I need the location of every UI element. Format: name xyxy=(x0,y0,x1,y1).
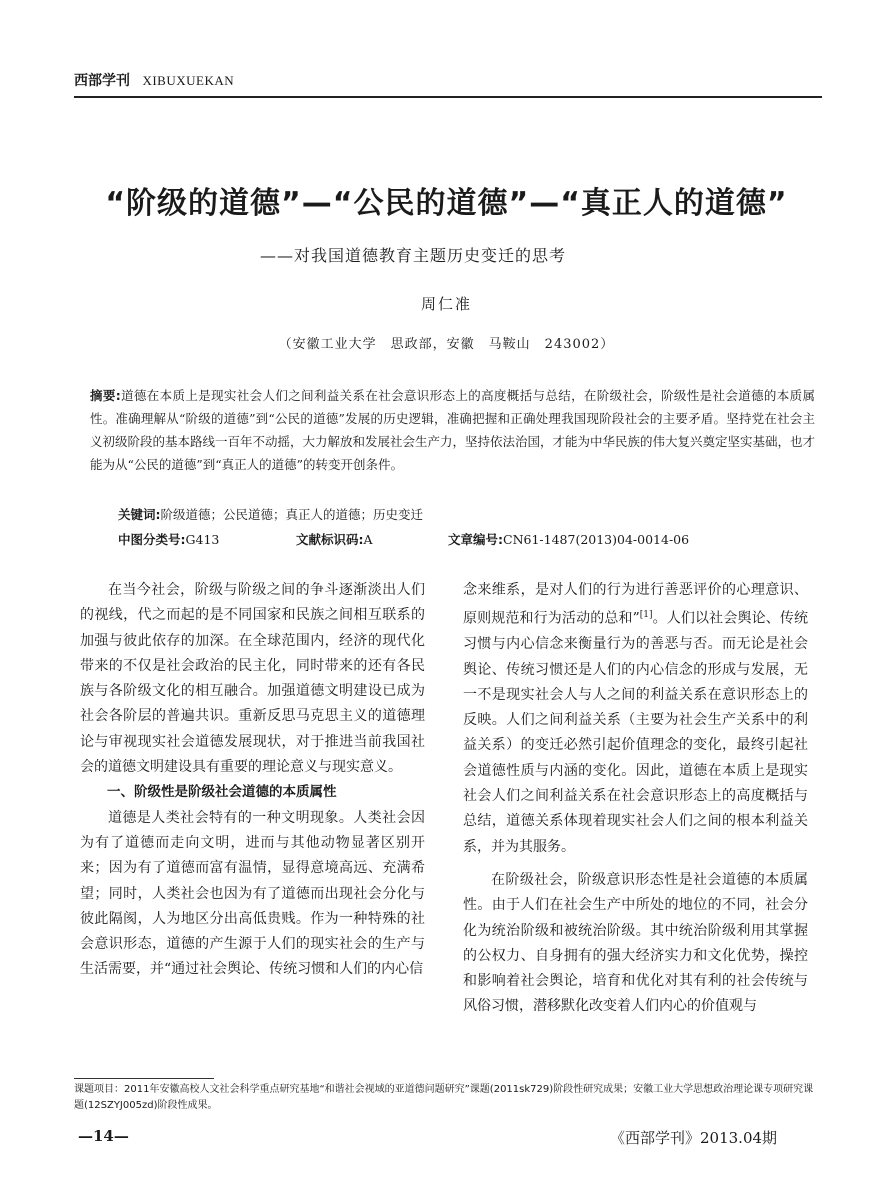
body-paragraph: 在当今社会，阶级与阶级之间的争斗逐渐淡出人们的视线，代之而起的是不同国家和民族之间相互联系的加强与彼此依存的加深。在全球范围内，经济的现代化带来的不仅是社会政治的民主化，同时带来的还有各民族与各阶级文化的相互融合。加强道德文明建设已成为社会各阶层的普遍共识。重新反思马克思主义的道德理论与审视现实社会道德发展现状，对于推进当前我国社会的道德文明建设具有重要的理论意义与现实意义。 xyxy=(80,582,425,776)
journal-name: 西部学刊 xyxy=(74,73,130,89)
keywords-text: 阶级道德；公民道德；真正人的道德；历史变迁 xyxy=(160,507,424,522)
issue-info: 《西部学刊》2013.04期 xyxy=(610,1129,778,1147)
body-paragraph: 在阶级社会，阶级意识形态性是社会道德的本质属性。由于人们在社会生产中所处的地位的不同，社会分化为统治阶级和被统治阶级。其中统治阶级利用其掌握的公权力、自身拥有的强大经济实力和文化优势，操控和影响着社会舆论，培育和优化对其有利的社会传统与风俗习惯，潜移默化改变着人们内心的价值观与 xyxy=(463,871,808,1015)
journal-latin-name: XIBUXUEKAN xyxy=(142,73,235,88)
document-code xyxy=(296,530,373,548)
clc-label: 中图分类号: xyxy=(118,532,186,547)
abstract xyxy=(90,384,815,476)
body-text: 。人们以社会舆论、传统习惯与内心信念来衡量行为的善恶与否。而无论是社会舆论、传统习惯还是人们的内心信念的形成与发展，无一不是现实社会人与人之间的利益关系在意识形态上的反映。人们之间利益关系（主要为社会生产关系中的利益关系）的变迁必然引起价值理念的变化，最终引起社会道德性质与内涵的变化。因此，道德在本质上是现实社会人们之间利益关系在社会意识形态上的高度概括与总结，道德关系体现着现实社会人们之间的根本利益关系，并为其服务。 xyxy=(463,610,808,855)
clc-value: G413 xyxy=(185,532,220,547)
body-text: 念来维系，是对人们的行为进行善恶评价的心理意识、原则规范和行为活动的总和” xyxy=(463,582,808,627)
body-paragraph: 道德是人类社会特有的一种文明现象。人类社会因为有了道德而走向文明，进而与其他动物显著区别开来；因为有了道德而富有温情，显得意境高远、充满希望；同时，人类社会也因为有了道德而出现社会分化与彼此隔阂，人为地区分出高低贵贱。作为一种特殊的社会意识形态，道德的产生源于人们的现实社会的生产与生活需要，并“通过社会舆论、传统习惯和人们的内心信 xyxy=(80,809,425,978)
author-name: 周仁准 xyxy=(420,295,472,313)
abstract-text: 道德在本质上是现实社会人们之间利益关系在社会意识形态上的高度概括与总结，在阶级社会，阶级性是社会道德的本质属性。准确理解从“阶级的道德”到“公民的道德”发展的历史逻辑，准确把握和正确处理我国现阶段社会的主要矛盾。坚持党在社会主义初级阶段的基本路线一百年不动摇，大力解放和发展社会生产力，坚持依法治国，才能为中华民族的伟大复兴奠定坚实基础，也才能为从“公民的道德”到“真正人的道德”的转变开创条件。 xyxy=(90,388,816,472)
author-affiliation: （安徽工业大学 思政部，安徽 马鞍山 243002） xyxy=(278,337,615,352)
article-number-value: CN61-1487(2013)04-0014-06 xyxy=(503,532,690,547)
funding-footnote: 课题项目：2011年安徽高校人文社会科学重点研究基地“和谐社会视域的亚道德问题研究”课题(2011sk729)阶段性研究成果；安徽工业大学思想政治理论课专项研究课题(12SZYJ005zd)阶段性成果。 xyxy=(74,1084,814,1111)
keywords xyxy=(118,505,818,523)
abstract-label: 摘要: xyxy=(90,388,121,403)
page-number: —14— xyxy=(78,1127,129,1145)
body-right-column xyxy=(463,578,808,1020)
keywords-label: 关键词: xyxy=(118,507,161,522)
header-rule xyxy=(74,96,822,98)
citation-reference[interactable]: [1] xyxy=(639,610,653,621)
body-paragraph xyxy=(463,578,808,860)
article-subtitle: ——对我国道德教育主题历史变迁的思考 xyxy=(260,246,567,265)
article-number xyxy=(448,530,689,548)
running-header xyxy=(74,70,819,90)
article-title: “阶级的道德”—“公民的道德”—“真正人的道德” xyxy=(105,186,788,221)
document-code-label: 文献标识码: xyxy=(296,532,364,547)
footnote-rule xyxy=(74,1078,214,1079)
section-heading: 一、阶级性是阶级社会道德的本质属性 xyxy=(107,784,337,801)
article-number-label: 文章编号: xyxy=(448,532,503,547)
clc-number xyxy=(118,530,219,548)
body-left-column xyxy=(80,578,425,983)
document-code-value: A xyxy=(363,532,373,547)
